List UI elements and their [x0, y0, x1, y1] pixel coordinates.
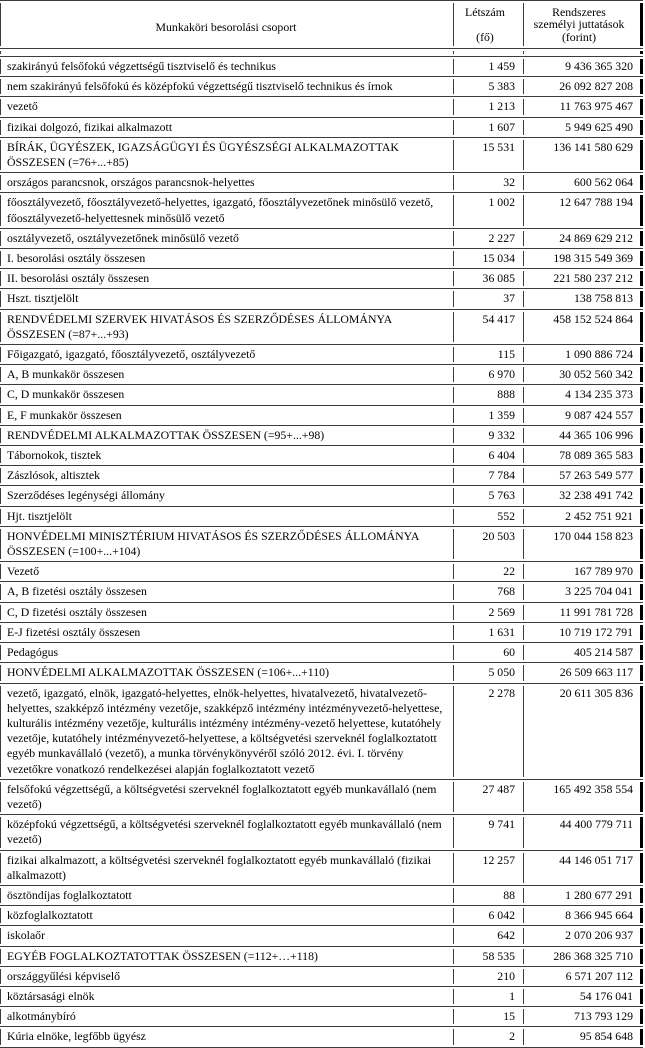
- benefits-cell: 6 571 207 112: [523, 967, 643, 986]
- headcount-cell: 32: [453, 173, 523, 192]
- headcount-cell: 15 034: [453, 249, 523, 268]
- headcount-cell: 2: [453, 1027, 523, 1046]
- benefits-cell: 30 052 560 342: [523, 365, 643, 384]
- job-group-cell: Kúria elnöke, legfőbb ügyész: [0, 1027, 453, 1046]
- table-row: [0, 602, 643, 622]
- job-group-cell: közfoglalkoztatott: [0, 906, 453, 925]
- table-row: [0, 1006, 643, 1026]
- headcount-cell: 36 085: [453, 269, 523, 288]
- table-row: [0, 1026, 643, 1046]
- table-row: [0, 228, 643, 248]
- job-group-cell: köztársasági elnök: [0, 987, 453, 1006]
- benefits-cell: 286 368 325 710: [523, 947, 643, 966]
- headcount-cell: 60: [453, 643, 523, 662]
- table-row: [0, 344, 643, 364]
- table-row: [0, 506, 643, 526]
- table-row: [0, 288, 643, 308]
- table-header-row: [0, 0, 643, 48]
- benefits-cell: 44 365 106 996: [523, 426, 643, 445]
- table-row: [0, 905, 643, 925]
- job-group-cell: országos parancsnok, országos parancsnok-helyettes: [0, 173, 453, 192]
- headcount-cell: 12 257: [453, 851, 523, 885]
- table-row: [0, 925, 643, 945]
- benefits-cell: 12 647 788 194: [523, 193, 643, 227]
- benefits-cell: 713 793 129: [523, 1007, 643, 1026]
- table-row: [0, 309, 643, 344]
- headcount-cell: 2 569: [453, 603, 523, 622]
- table-row: [0, 642, 643, 662]
- table-body: [0, 56, 643, 1047]
- job-group-cell: középfokú végzettségű, a költségvetési szerveknél foglalkoztatott egyéb munkavállaló (nem vezető): [0, 815, 453, 849]
- header-spacer-row: [0, 48, 643, 56]
- headcount-cell: 1 359: [453, 406, 523, 425]
- table-row: [0, 56, 643, 76]
- job-group-cell: alkotmánybíró: [0, 1007, 453, 1026]
- job-group-cell: főosztályvezető, főosztályvezető-helyettes, igazgató, főosztályvezetőnek minősülő vezető, főosztályvezető-helyettesnek minősülő vezető: [0, 193, 453, 227]
- job-group-cell: II. besorolási osztály összesen: [0, 269, 453, 288]
- job-group-cell: szakirányú felsőfokú végzettségű tisztviselő és technikus: [0, 57, 453, 76]
- job-group-cell: vezető: [0, 97, 453, 116]
- benefits-cell: 20 611 305 836: [523, 684, 643, 779]
- benefits-cell: 2 070 206 937: [523, 926, 643, 945]
- col-header-headcount: [453, 1, 523, 48]
- benefits-cell: 3 225 704 041: [523, 582, 643, 601]
- job-group-cell: Zászlósok, altisztek: [0, 466, 453, 485]
- table-row: [0, 137, 643, 172]
- job-group-cell: C, D munkakör összesen: [0, 385, 453, 404]
- benefits-cell: 2 452 751 921: [523, 507, 643, 526]
- job-group-cell: Pedagógus: [0, 643, 453, 662]
- table-row: [0, 986, 643, 1006]
- headcount-cell: 54 417: [453, 310, 523, 344]
- benefits-cell: 221 580 237 212: [523, 269, 643, 288]
- benefits-cell: 57 263 549 577: [523, 466, 643, 485]
- headcount-cell: 552: [453, 507, 523, 526]
- job-group-cell: iskolaőr: [0, 926, 453, 945]
- job-group-cell: osztályvezető, osztályvezetőnek minősülő vezető: [0, 229, 453, 248]
- benefits-cell: 95 854 648: [523, 1027, 643, 1046]
- table-row: [0, 384, 643, 404]
- headcount-cell: 115: [453, 345, 523, 364]
- benefits-cell: 11 991 781 728: [523, 603, 643, 622]
- col-header-benefits-line1: Rendszeres: [552, 5, 606, 19]
- job-group-cell: I. besorolási osztály összesen: [0, 249, 453, 268]
- table-row: [0, 622, 643, 642]
- spacer-cell: [0, 49, 453, 56]
- table-row: [0, 850, 643, 885]
- job-group-cell: C, D fizetési osztály összesen: [0, 603, 453, 622]
- job-group-cell: E-J fizetési osztály összesen: [0, 623, 453, 642]
- col-header-benefits-line3: (forint): [561, 29, 597, 44]
- benefits-cell: 26 092 827 208: [523, 77, 643, 96]
- headcount-cell: 15 531: [453, 138, 523, 172]
- headcount-cell: 1 631: [453, 623, 523, 642]
- table-row: [0, 96, 643, 116]
- table-row: [0, 117, 643, 137]
- job-group-cell: Szerződéses legénységi állomány: [0, 486, 453, 505]
- benefits-cell: 44 146 051 717: [523, 851, 643, 885]
- job-group-cell: HONVÉDELMI MINISZTÉRIUM HIVATÁSOS ÉS SZERZŐDÉSES ÁLLOMÁNYA ÖSSZESEN (=100+...+104): [0, 527, 453, 561]
- headcount-cell: 5 050: [453, 663, 523, 682]
- headcount-cell: 22: [453, 562, 523, 581]
- benefits-cell: 405 214 587: [523, 643, 643, 662]
- job-group-cell: felsőfokú végzettségű, a költségvetési szerveknél foglalkoztatott egyéb munkavállaló (nem vezető): [0, 780, 453, 814]
- headcount-cell: 768: [453, 582, 523, 601]
- table-row: [0, 485, 643, 505]
- table-row: [0, 364, 643, 384]
- job-group-cell: RENDVÉDELMI ALKALMAZOTTAK ÖSSZESEN (=95+...+98): [0, 426, 453, 445]
- table-row: [0, 779, 643, 814]
- spacer-cell: [523, 49, 643, 56]
- job-group-cell: A, B munkakör összesen: [0, 365, 453, 384]
- table-row: [0, 526, 643, 561]
- table-row: [0, 966, 643, 986]
- headcount-cell: 1 213: [453, 97, 523, 116]
- benefits-cell: 10 719 172 791: [523, 623, 643, 642]
- headcount-cell: 642: [453, 926, 523, 945]
- benefits-cell: 26 509 663 117: [523, 663, 643, 682]
- col-header-headcount-line1: Létszám: [465, 5, 505, 19]
- headcount-cell: 1 607: [453, 118, 523, 137]
- headcount-cell: 2 278: [453, 684, 523, 779]
- job-group-cell: BÍRÁK, ÜGYÉSZEK, IGAZSÁGÜGYI ÉS ÜGYÉSZSÉGI ALKALMAZOTTAK ÖSSZESEN (=76+...+85): [0, 138, 453, 172]
- headcount-cell: 58 535: [453, 947, 523, 966]
- headcount-cell: 5 383: [453, 77, 523, 96]
- benefits-cell: 5 949 625 490: [523, 118, 643, 137]
- headcount-cell: 7 784: [453, 466, 523, 485]
- headcount-cell: 37: [453, 289, 523, 308]
- headcount-cell: 1 459: [453, 57, 523, 76]
- job-group-cell: EGYÉB FOGLALKOZTATOTTAK ÖSSZESEN (=112+…+118): [0, 947, 453, 966]
- benefits-cell: 11 763 975 467: [523, 97, 643, 116]
- table-row: [0, 561, 643, 581]
- headcount-cell: 6 970: [453, 365, 523, 384]
- headcount-cell: 88: [453, 886, 523, 905]
- job-group-cell: Hszt. tisztjelölt: [0, 289, 453, 308]
- table-row: [0, 76, 643, 96]
- benefits-cell: 136 141 580 629: [523, 138, 643, 172]
- benefits-cell: 165 492 358 554: [523, 780, 643, 814]
- job-group-cell: Tábornokok, tisztek: [0, 446, 453, 465]
- table-row: [0, 248, 643, 268]
- benefits-cell: 138 758 813: [523, 289, 643, 308]
- job-group-cell: nem szakirányú felsőfokú és középfokú végzettségű tisztviselő technikus és írnok: [0, 77, 453, 96]
- table-row: [0, 946, 643, 966]
- benefits-cell: 8 366 945 664: [523, 906, 643, 925]
- table-row: [0, 405, 643, 425]
- job-group-cell: országgyűlési képviselő: [0, 967, 453, 986]
- benefits-cell: 4 134 235 373: [523, 385, 643, 404]
- headcount-cell: 5 763: [453, 486, 523, 505]
- col-header-headcount-line2: (fő): [476, 29, 494, 44]
- spacer-cell: [453, 49, 523, 56]
- table-row: [0, 885, 643, 905]
- headcount-cell: 6 404: [453, 446, 523, 465]
- benefits-cell: 600 562 064: [523, 173, 643, 192]
- headcount-cell: 27 487: [453, 780, 523, 814]
- headcount-cell: 15: [453, 1007, 523, 1026]
- headcount-cell: 888: [453, 385, 523, 404]
- headcount-cell: 1 002: [453, 193, 523, 227]
- job-group-cell: Vezető: [0, 562, 453, 581]
- headcount-cell: 9 741: [453, 815, 523, 849]
- headcount-cell: 9 332: [453, 426, 523, 445]
- table-row: [0, 425, 643, 445]
- headcount-cell: 20 503: [453, 527, 523, 561]
- benefits-cell: 1 280 677 291: [523, 886, 643, 905]
- job-group-cell: vezető, igazgató, elnök, igazgató-helyettes, elnök-helyettes, hivatalvezető, hivatalvezető-helyettes, szakképző intézmény vezetője, szakképző intézmény intézményvezető-helyettese, kulturális intézmény vezetője, kulturális intézmény intézmény-vezető helyettese, kutatóhely vezetője, kutatóhely intézményvezető-helyettese, a költségvetési szerveknél foglalkoztatott egyéb munkavállaló (vezető), a munka törvénykönyvéről szóló 2012. évi. I. törvény vezetőkre vonatkozó rendelkezései alapján foglalkoztatott vezető: [0, 684, 453, 779]
- job-group-cell: A, B fizetési osztály összesen: [0, 582, 453, 601]
- benefits-cell: 458 152 524 864: [523, 310, 643, 344]
- headcount-cell: 1: [453, 987, 523, 1006]
- benefits-cell: 1 090 886 724: [523, 345, 643, 364]
- table-row: [0, 268, 643, 288]
- table-row: [0, 192, 643, 227]
- job-group-cell: RENDVÉDELMI SZERVEK HIVATÁSOS ÉS SZERZŐDÉSES ÁLLOMÁNYA ÖSSZESEN (=87+...+93): [0, 310, 453, 344]
- col-header-job-group: Munkaköri besorolási csoport: [0, 1, 453, 48]
- benefits-cell: 44 400 779 711: [523, 815, 643, 849]
- col-header-benefits-line2: személyi juttatások: [533, 17, 625, 32]
- job-group-cell: HONVÉDELMI ALKALMAZOTTAK ÖSSZESEN (=106+...+110): [0, 663, 453, 682]
- headcount-cell: 2 227: [453, 229, 523, 248]
- job-group-cell: E, F munkakör összesen: [0, 406, 453, 425]
- benefits-cell: 78 089 365 583: [523, 446, 643, 465]
- benefits-cell: 170 044 158 823: [523, 527, 643, 561]
- job-group-cell: ösztöndíjas foglalkoztatott: [0, 886, 453, 905]
- col-header-benefits: [523, 1, 643, 48]
- benefits-cell: 32 238 491 742: [523, 486, 643, 505]
- table-row: [0, 814, 643, 849]
- table-row: [0, 683, 643, 779]
- benefits-cell: 24 869 629 212: [523, 229, 643, 248]
- headcount-cell: 6 042: [453, 906, 523, 925]
- benefits-cell: 167 789 970: [523, 562, 643, 581]
- col-header-headcount-gap: [455, 18, 515, 30]
- job-group-cell: Főigazgató, igazgató, főosztályvezető, osztályvezető: [0, 345, 453, 364]
- table-row: [0, 581, 643, 601]
- table-row: [0, 662, 643, 682]
- table-row: [0, 445, 643, 465]
- benefits-cell: 9 087 424 557: [523, 406, 643, 425]
- benefits-cell: 9 436 365 320: [523, 57, 643, 76]
- headcount-cell: 210: [453, 967, 523, 986]
- job-group-cell: Hjt. tisztjelölt: [0, 507, 453, 526]
- benefits-cell: 54 176 041: [523, 987, 643, 1006]
- table-row: [0, 172, 643, 192]
- job-group-cell: fizikai alkalmazott, a költségvetési szerveknél foglalkoztatott egyéb munkavállaló (fizikai alkalmazott): [0, 851, 453, 885]
- job-group-cell: fizikai dolgozó, fizikai alkalmazott: [0, 118, 453, 137]
- table-row: [0, 465, 643, 485]
- benefits-cell: 198 315 549 369: [523, 249, 643, 268]
